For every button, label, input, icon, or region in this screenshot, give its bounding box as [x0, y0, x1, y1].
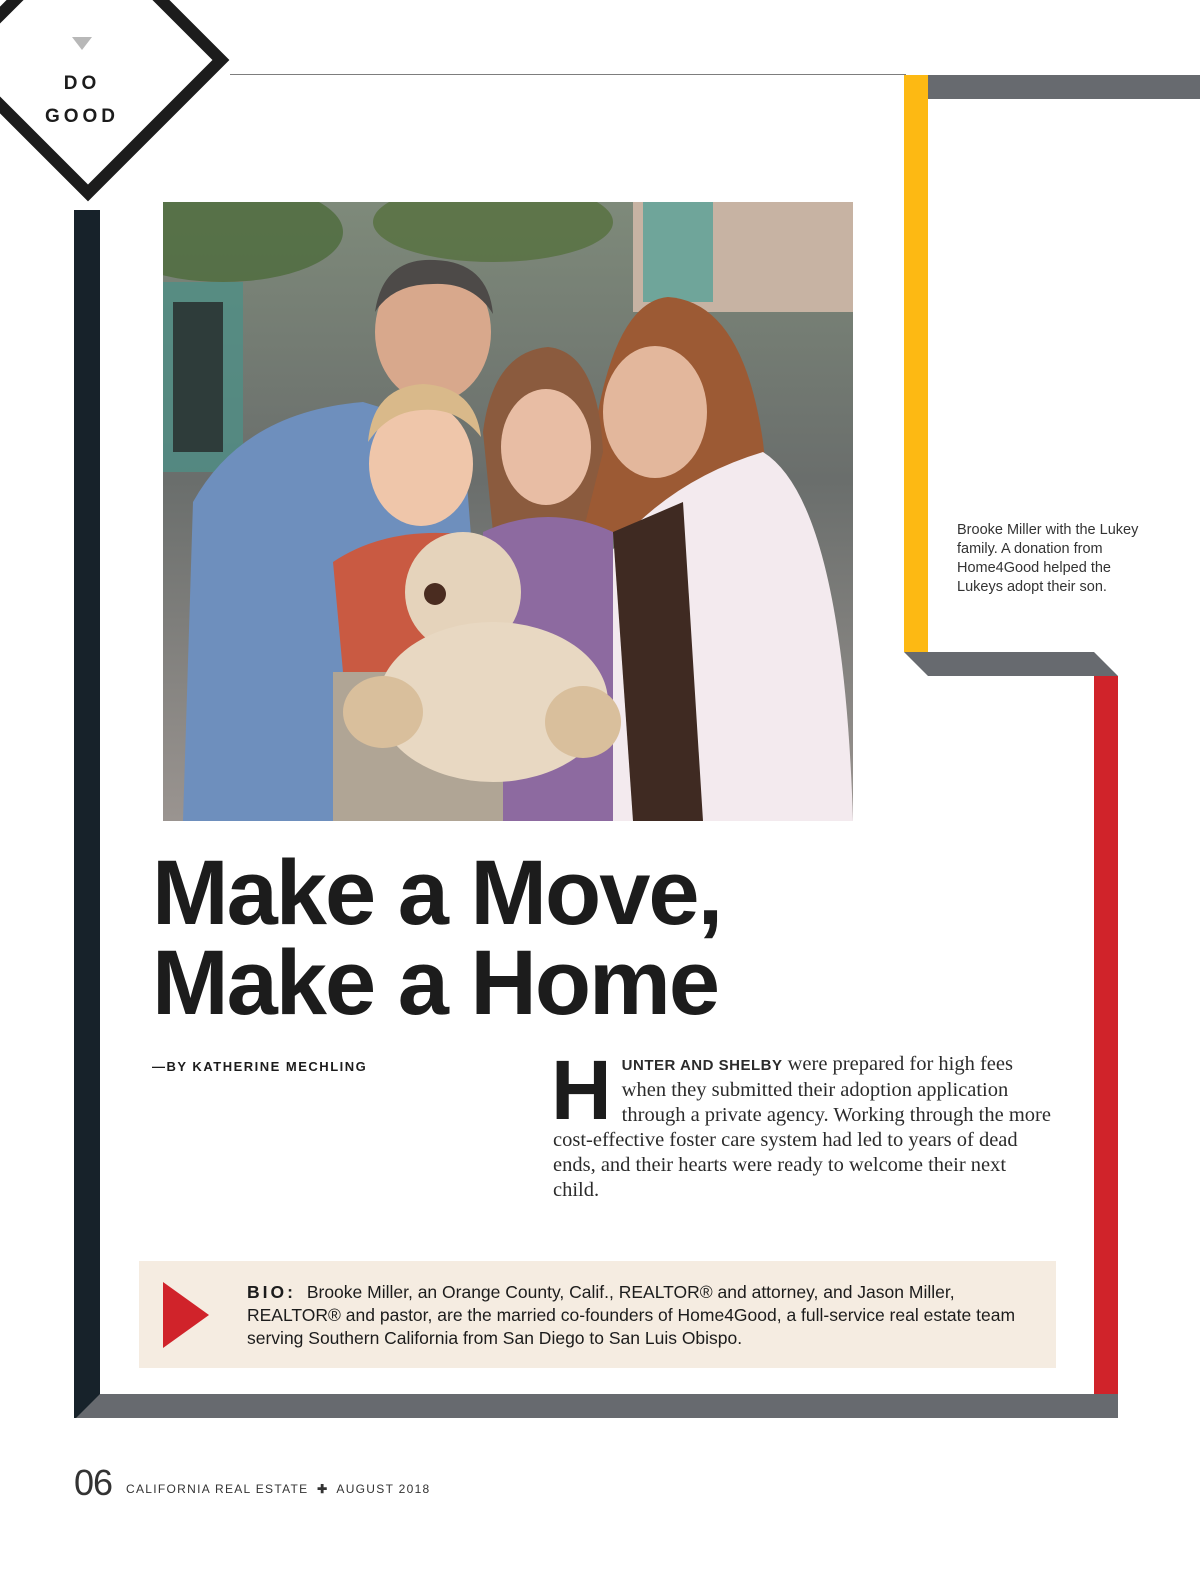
dark-bar-left [74, 210, 100, 1418]
bio-text: Brooke Miller, an Orange County, Calif., REALTOR® and attorney, and Jason Miller, REALTOR® and pastor, are the married co-founders of Home4Good, a full-service real estate team serving Southern California from San Diego to San Luis Obispo. [247, 1282, 1016, 1348]
bio-label: BIO: [247, 1282, 296, 1302]
lead-in: UNTER AND SHELBY [621, 1057, 783, 1074]
top-rule [230, 74, 906, 75]
headline [152, 842, 912, 1034]
photo-caption: Brooke Miller with the Lukey family. A donation from Home4Good helped the Lukeys adopt their son. [957, 522, 1139, 595]
footer-publication-line [126, 1482, 431, 1496]
article-body [551, 1043, 1053, 1203]
gray-bar-bottom [76, 1394, 1118, 1418]
yellow-bar [904, 75, 928, 652]
footer-issue: AUGUST 2018 [336, 1482, 431, 1496]
section-label-line1: DO [63, 73, 101, 94]
page-number: 06 [74, 1462, 113, 1503]
drop-cap: H [551, 1043, 612, 1137]
red-bar [1094, 676, 1118, 1418]
byline: —BY KATHERINE MECHLING [152, 1059, 368, 1074]
headline-line2: Make a Home [152, 932, 719, 1034]
gray-bar-top [904, 75, 1200, 99]
article-text: were prepared for high fees when they submitted their adoption application through a private agency. Working through the more cost-effective foster care system had led to years of dead ends, and their hearts were ready to welcome their next child. [553, 1053, 1051, 1201]
section-label-line2: GOOD [44, 106, 120, 127]
triangle-down-icon [72, 37, 92, 50]
family-photo [163, 202, 853, 821]
section-diamond [0, 0, 229, 201]
gray-bar-middle [904, 652, 1118, 676]
footer-separator: ✚ [317, 1482, 329, 1496]
footer-publication: CALIFORNIA REAL ESTATE [126, 1482, 309, 1496]
play-arrow-icon [163, 1282, 209, 1348]
family-photo-illustration [163, 202, 853, 821]
headline-line1: Make a Move, [152, 842, 722, 944]
bio-text-block [247, 1281, 1037, 1350]
